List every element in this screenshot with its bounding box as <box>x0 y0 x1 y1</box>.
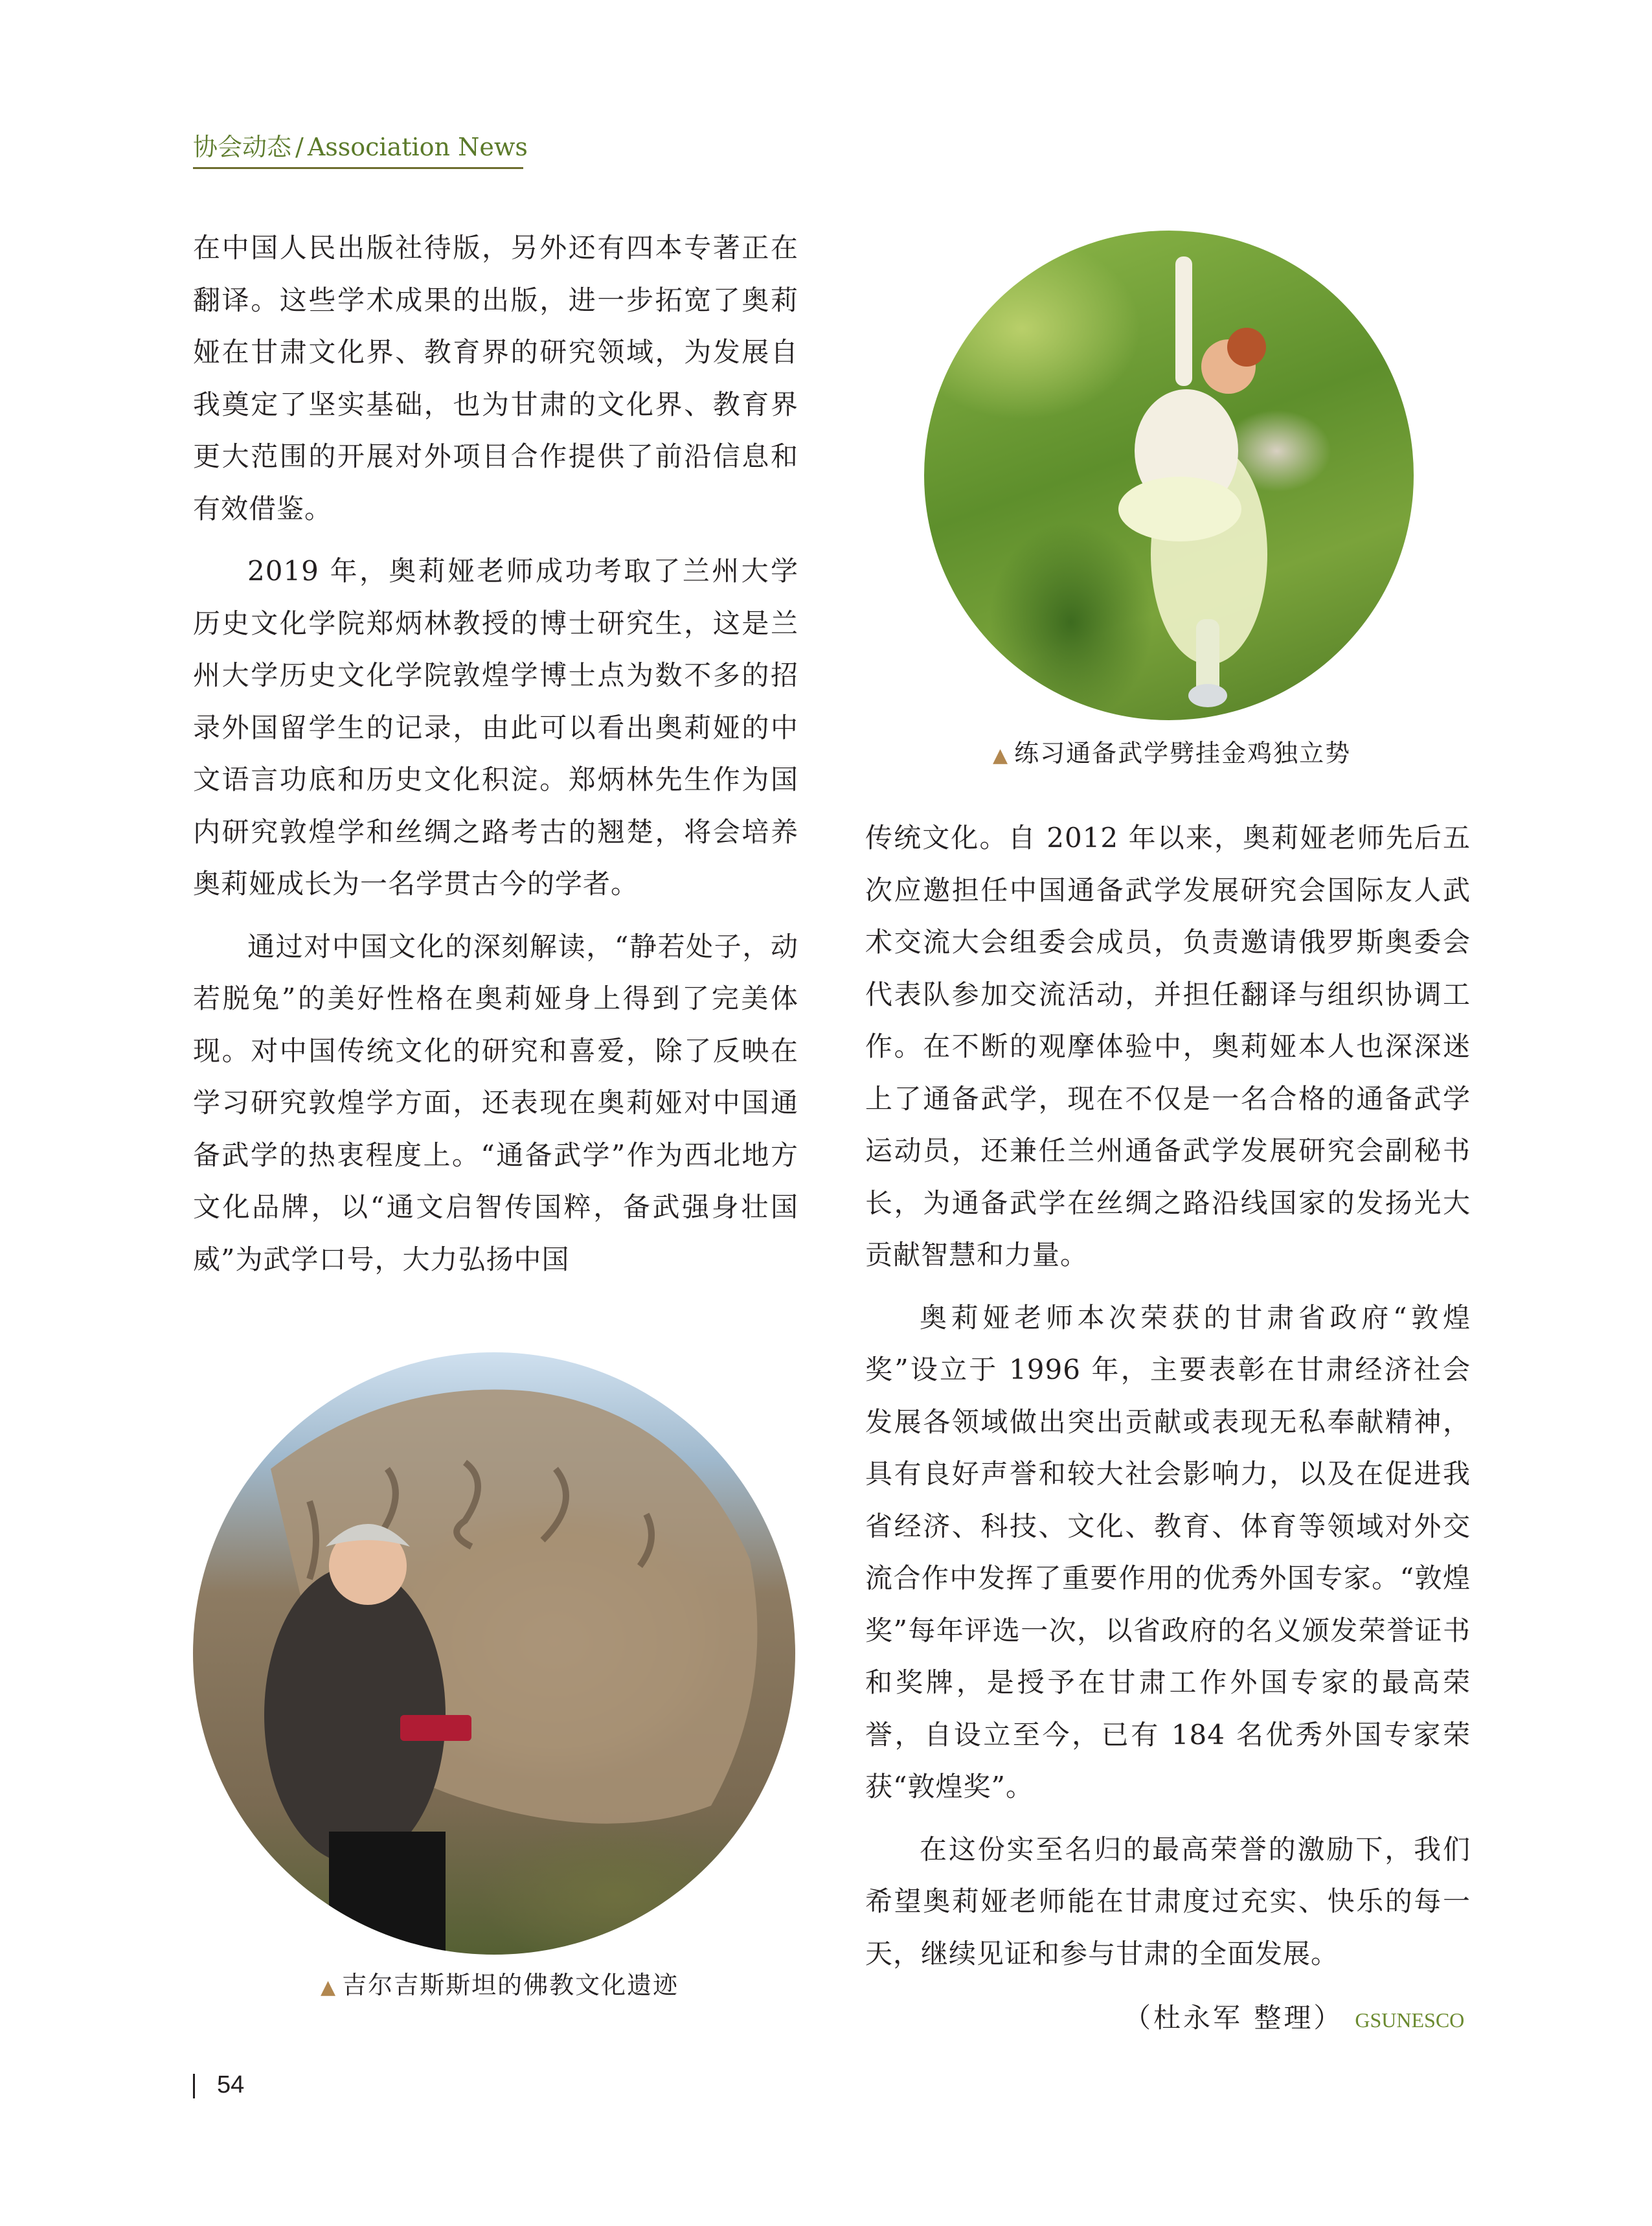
stone-scene-illustration <box>193 1352 795 1955</box>
gsunesco-brand: GSUNESCO <box>1355 2008 1465 2032</box>
caption-stone-text: 吉尔吉斯斯坦的佛教文化遗迹 <box>342 1971 679 1999</box>
page-number-bar <box>193 2074 195 2098</box>
paragraph-left-2: 2019 年，奥莉娅老师成功考取了兰州大学历史文化学院郑炳林教授的博士研究生，这是兰州大学历史文化学院敦煌学博士点为数不多的招录外国留学生的记录，由此可以看出奥莉娅的中文语言功底和历史文化积淀。郑炳林先生作为国内研究敦煌学和丝绸之路考古的翘楚，将会培养奥莉娅成长为一名学贯古今的学者。 <box>193 555 798 900</box>
section-title-en: Association News <box>307 133 528 161</box>
paragraph-left-1: 在中国人民出版社待版，另外还有四本专著正在翻译。这些学术成果的出版，进一步拓宽了奥莉娅在甘肃文化界、教育界的研究领域，为发展自我奠定了坚实基础，也为甘肃的文化界、教育界更大范围的开展对外项目合作提供了前沿信息和有效借鉴。 <box>193 232 798 525</box>
editor-signoff <box>1124 1997 1464 2036</box>
buddhist-stone-photo <box>193 1352 795 1955</box>
page-number: 54 <box>217 2071 245 2098</box>
paragraph-right-1: 传统文化。自 2012 年以来，奥莉娅老师先后五次应邀担任中国通备武学发展研究会国际友人武术交流大会组委会成员，负责邀请俄罗斯奥委会代表队参加交流活动，并担任翻译与组织协调工作。在不断的观摩体验中，奥莉娅本人也深深迷上了通备武学，现在不仅是一名合格的通备武学运动员，还兼任兰州通备武学发展研究会副秘书长，为通备武学在丝绸之路沿线国家的发扬光大贡献智慧和力量。 <box>865 822 1471 1271</box>
triangle-marker-icon: ▲ <box>321 1976 337 1999</box>
triangle-marker-icon: ▲ <box>993 744 1010 767</box>
caption-wushu-text: 练习通备武学劈挂金鸡独立势 <box>1014 739 1352 767</box>
section-header <box>193 127 528 169</box>
caption-wushu <box>993 733 1351 769</box>
right-text-column <box>865 812 1471 1980</box>
paragraph-right-3: 在这份实至名归的最高荣誉的激励下，我们希望奥莉娅老师能在甘肃度过充实、快乐的每一天，继续见证和参与甘肃的全面发展。 <box>865 1833 1471 1970</box>
left-text-column <box>193 222 798 1286</box>
paragraph-right-2: 奥莉娅老师本次荣获的甘肃省政府“敦煌奖”设立于 1996 年，主要表彰在甘肃经济社会发展各领域做出突出贡献或表现无私奉献精神，具有良好声誉和较大社会影响力，以及在促进我省经济、科技、文化、教育、体育等领域对外交流合作中发挥了重要作用的优秀外国专家。“敦煌奖”每年评选一次，以省政府的名义颁发荣誉证书和奖牌，是授予在甘肃工作外国专家的最高荣誉，自设立至今，已有 184 名优秀外国专家荣获“敦煌奖”。 <box>865 1301 1471 1802</box>
editor-credit: （杜永军 整理） <box>1124 2002 1344 2034</box>
wushu-figure-illustration <box>924 231 1414 720</box>
caption-stone <box>321 1965 679 2001</box>
section-title-separator: / <box>295 133 304 161</box>
section-title-cn: 协会动态 <box>193 133 292 161</box>
wushu-practice-photo <box>924 231 1414 720</box>
paragraph-left-3: 通过对中国文化的深刻解读，“静若处子，动若脱兔”的美好性格在奥莉娅身上得到了完美体现。对中国传统文化的研究和喜爱，除了反映在学习研究敦煌学方面，还表现在奥莉娅对中国通备武学的热衷程度上。“通备武学”作为西北地方文化品牌，以“通文启智传国粹，备武强身壮国威”为武学口号，大力弘扬中国 <box>193 930 798 1275</box>
